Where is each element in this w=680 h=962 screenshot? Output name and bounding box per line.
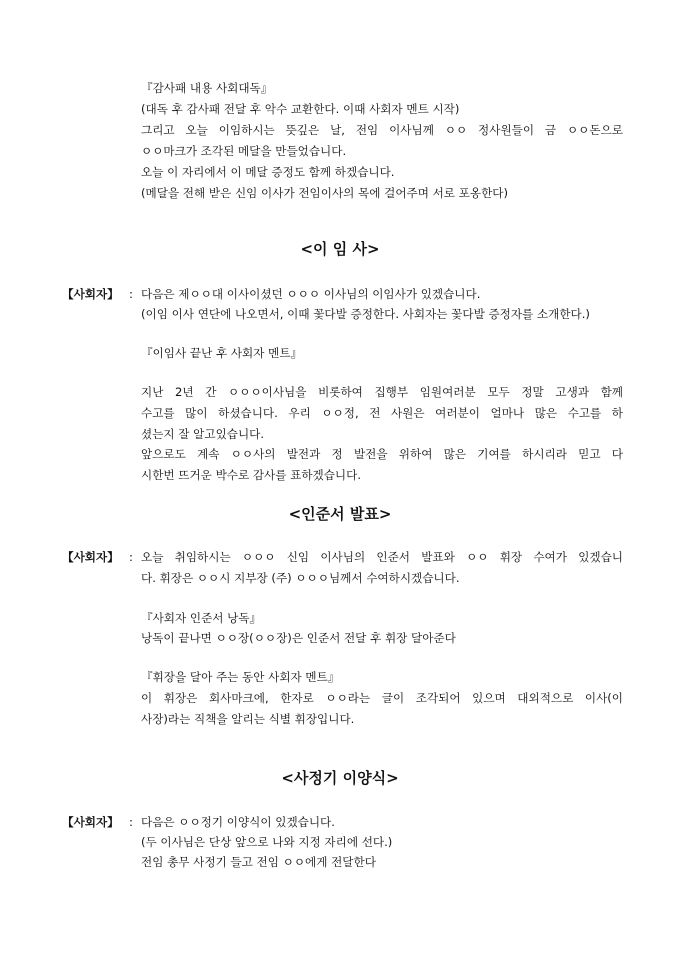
farewell-line-2: (이임 이사 연단에 나오면서, 이때 꽃다발 증정한다. 사회자는 꽃다발 증정자를 소개한다.) [141,307,590,321]
speaker-label-mc: 【사회자】 [62,815,119,829]
approval-line-5: 『휘장을 달아 주는 동안 사회자 멘트』 [141,670,340,684]
intro-line-2: (대독 후 감사패 전달 후 악수 교환한다. 이때 사회자 멘트 시작) [141,102,460,116]
flag-line-1: 다음은 ㅇㅇ정기 이양식이 있겠습니다. [141,815,335,829]
heading-approval-announcement: <인준서 발표> [288,505,392,523]
farewell-line-5: 수고를 많이 하셨습니다. 우리 ㅇㅇ정, 전 사원은 여러분이 얼마나 많은 수고를 하 [141,406,623,420]
intro-line-1: 『감사패 내용 사회대독』 [141,81,273,95]
approval-line-2: 다. 휘장은 ㅇㅇ시 지부장 (주) ㅇㅇㅇ님께서 수여하시겠습니다. [141,571,460,585]
flag-line-3: 전임 총무 사정기 들고 전임 ㅇㅇ에게 전달한다 [141,855,376,869]
intro-line-6: (메달을 전해 받은 신임 이사가 전임이사의 목에 걸어주며 서로 포옹한다) [141,186,509,200]
speaker-colon: : [129,287,133,301]
farewell-line-7: 앞으로도 계속 ㅇㅇ사의 발전과 정 발전을 위하여 많은 기여를 하시리라 믿고 다 [141,447,623,461]
heading-farewell-speech: <이 임 사> [300,240,380,258]
heading-flag-transfer: <사정기 이양식> [281,769,399,787]
speaker-colon: : [129,815,133,829]
farewell-line-4: 지난 2년 간 ㅇㅇㅇ이사님을 비롯하여 집행부 임원여러분 모두 정말 고생과 함께 [141,385,623,399]
approval-line-7: 사장)라는 직책을 알리는 식별 휘장입니다. [141,712,355,726]
farewell-line-8: 시한번 뜨거운 박수로 감사를 표하겠습니다. [141,468,362,482]
speaker-label-mc: 【사회자】 [62,287,119,301]
intro-line-5: 오늘 이 자리에서 이 메달 증정도 함께 하겠습니다. [141,165,395,179]
speaker-colon: : [129,550,133,564]
approval-line-4: 낭독이 끝나면 ㅇㅇ장(ㅇㅇ장)은 인준서 전달 후 휘장 달아준다 [141,631,456,645]
farewell-line-3: 『이임사 끝난 후 사회자 멘트』 [141,346,303,360]
approval-line-1: 오늘 취임하시는 ㅇㅇㅇ 신임 이사님의 인준서 발표와 ㅇㅇ 휘장 수여가 있겠습니 [141,550,623,564]
intro-line-4: ㅇㅇ마크가 조각된 메달을 만들었습니다. [141,144,347,158]
speaker-label-mc: 【사회자】 [62,550,119,564]
farewell-line-1: 다음은 제ㅇㅇ대 이사이셨던 ㅇㅇㅇ 이사님의 이임사가 있겠습니다. [141,287,481,301]
approval-line-6: 이 휘장은 회사마크에, 한자로 ㅇㅇ라는 글이 조각되어 있으며 대외적으로 이사(이 [141,691,623,705]
intro-line-3: 그리고 오늘 이임하시는 뜻깊은 날, 전임 이사님께 ㅇㅇ 정사원들이 금 ㅇㅇ돈으로 [141,123,623,137]
flag-line-2: (두 이사님은 단상 앞으로 나와 지정 자리에 선다.) [141,835,393,849]
approval-line-3: 『사회자 인준서 낭독』 [141,611,262,625]
farewell-line-6: 셨는지 잘 알고있습니다. [141,427,265,441]
